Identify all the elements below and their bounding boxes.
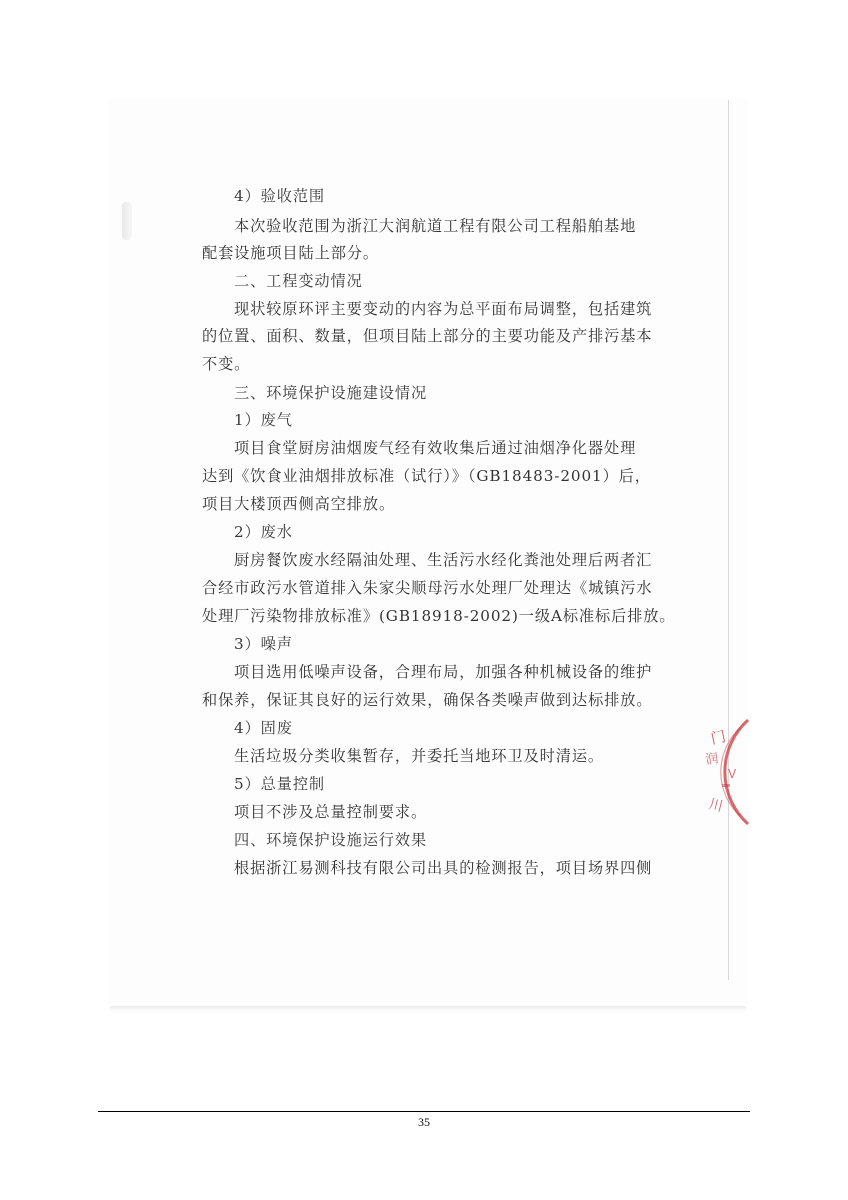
paragraph-line: 配套设施项目陆上部分。 (202, 244, 379, 262)
footer-rule (98, 1111, 750, 1112)
section-heading-changes: 二、工程变动情况 (234, 272, 363, 290)
scan-edge (110, 1006, 746, 1010)
subheading-wastewater: 2）废水 (234, 523, 293, 541)
paragraph-line: 生活垃圾分类收集暂存，并委托当地环卫及时清运。 (234, 747, 605, 765)
section-heading-facilities: 三、环境保护设施建设情况 (234, 384, 428, 402)
svg-text:V: V (728, 767, 737, 781)
paragraph-line: 项目大楼顶西侧高空排放。 (202, 495, 396, 513)
scan-edge (728, 100, 729, 980)
svg-text:润: 润 (704, 751, 720, 768)
scan-artifact (122, 202, 132, 240)
subheading-noise: 3）噪声 (234, 635, 293, 653)
paragraph-line: 现状较原环评主要变动的内容为总平面布局调整，包括建筑 (234, 300, 653, 318)
paragraph-line: 项目选用低噪声设备，合理布局，加强各种机械设备的维护 (234, 663, 653, 681)
page-number: 35 (418, 1115, 430, 1129)
svg-text:川: 川 (707, 796, 725, 816)
paragraph-line: 根据浙江易测科技有限公司出具的检测报告，项目场界四侧 (234, 859, 653, 877)
paragraph-line: 厨房餐饮废水经隔油处理、生活污水经化粪池处理后两者汇 (234, 551, 653, 569)
paragraph-line: 不变。 (202, 355, 251, 373)
paragraph-line: 的位置、面积、数量，但项目陆上部分的主要功能及产排污基本 (202, 327, 653, 345)
subheading-solid-waste: 4）固废 (234, 719, 293, 737)
paragraph-line: 达到《饮食业油烟排放标准（试行）》（GB18483-2001）后， (202, 467, 651, 485)
section-heading-effects: 四、环境保护设施运行效果 (234, 831, 428, 849)
paragraph-line: 项目不涉及总量控制要求。 (234, 803, 428, 821)
subheading-total-control: 5）总量控制 (234, 775, 326, 793)
partial-seal-stamp (688, 712, 778, 832)
subheading-exhaust: 1）废气 (234, 411, 293, 429)
paragraph-line: 项目食堂厨房油烟废气经有效收集后通过油烟净化器处理 (234, 439, 637, 457)
paragraph-line: 和保养，保证其良好的运行效果，确保各类噪声做到达标排放。 (202, 691, 653, 709)
paragraph-line: 合经市政污水管道排入朱家尖顺母污水处理厂处理达《城镇污水 (202, 579, 653, 597)
paragraph-line: 处理厂污染物排放标准》(GB18918-2002)一级A标准标后排放。 (202, 607, 676, 625)
paragraph-line: 本次验收范围为浙江大润航道工程有限公司工程船舶基地 (234, 217, 637, 235)
section-heading-scope: 4）验收范围 (234, 187, 326, 205)
svg-text:门: 门 (709, 727, 728, 748)
